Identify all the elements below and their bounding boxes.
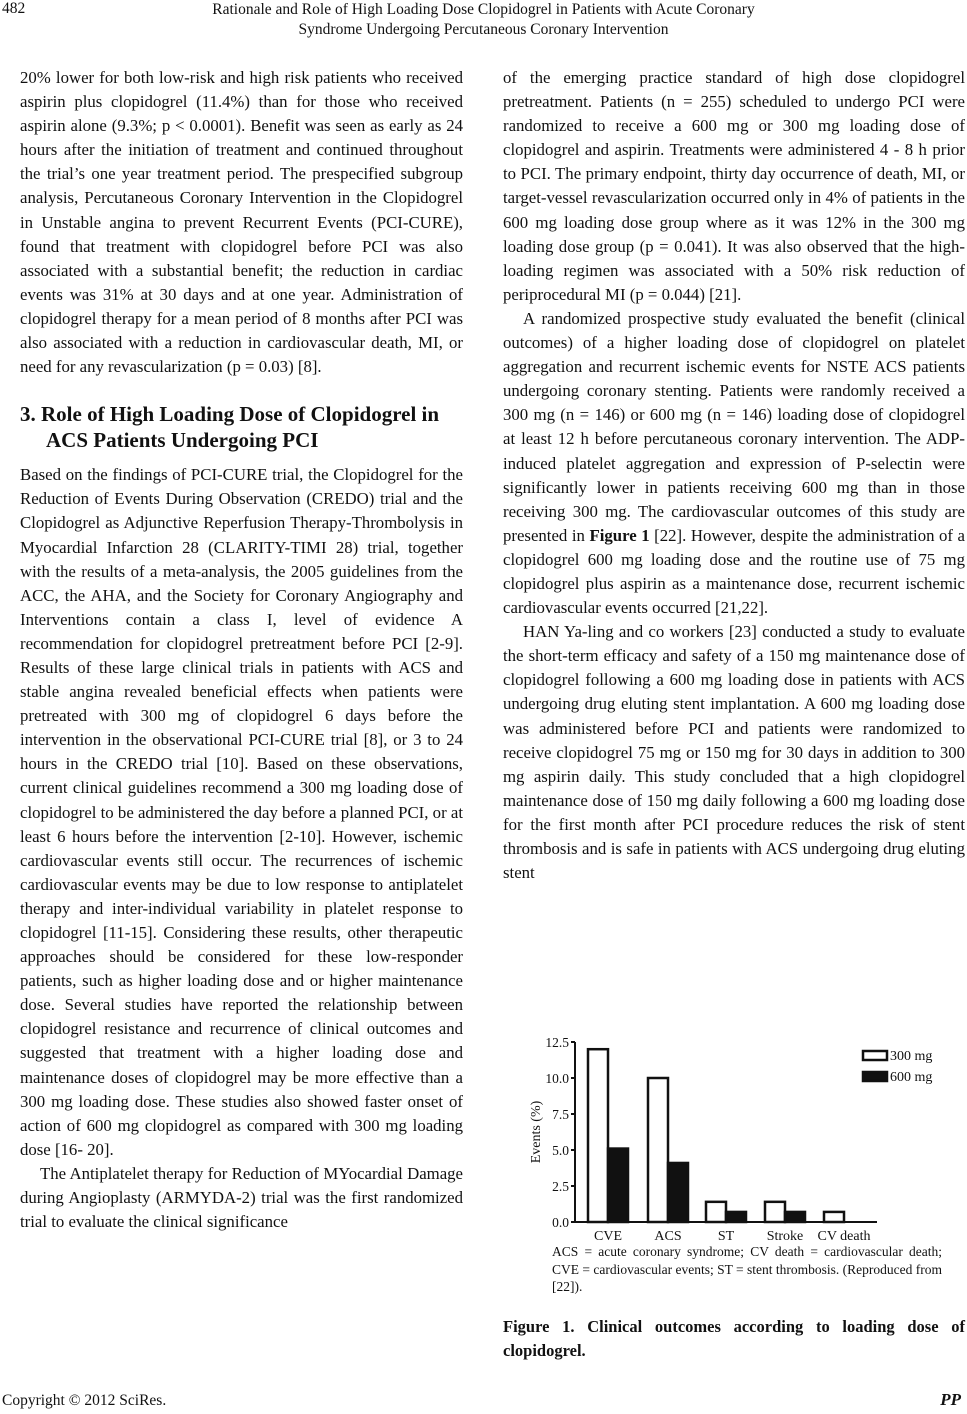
body-paragraph [503,307,965,620]
y-tick-label: 0.0 [552,1215,569,1230]
body-paragraph: of the emerging practice standard of high dose clopidogrel pretreatment. Patients (n = 255) scheduled to undergo PCI were randomized to receive a 600 mg or 300 mg loading dose of clopidogrel and aspirin. Treatments were administered 4 - 8 h prior to PCI. The primary endpoint, thirty day occurrence of death, MI, or target-vessel revascularization occurred only in 4% of patients in the 600 mg loading dose group where as it was 12% in the 300 mg loading dose group (p = 0.041). It was also observed that the high-loading regimen was associated with a 50% risk reduction of periprocedural MI (p = 0.044) [21]. [503,68,965,304]
legend-label: 600 mg [890,1070,933,1085]
y-tick-label: 5.0 [552,1143,569,1158]
bar-300-mg-stroke [765,1202,785,1222]
right-column [503,66,965,885]
figure-caption: Figure 1. Clinical outcomes according to loading dose of clopidogrel. [503,1317,965,1360]
running-title-line-1: Rationale and Role of High Loading Dose Clopidogrel in Patients with Acute Coronary [212,1,755,18]
body-text: A randomized prospective study evaluated the benefit (clinical outcomes) of a higher loading dose of clopidogrel on platelet aggregation and recurrent ischemic events for NSTE ACS patients undergoing coronary stenting. Patients were randomly received a 300 mg (n = 146) or 600 mg (n = 146) loading dose of clopidogrel at least 12 h before percutaneous coronary intervention. The ADP-induced platelet aggregation and expression of P-selectin were significantly lower in patients receiving 600 mg than in those receiving 300 mg. The cardiovascular outcomes of this study are presented in [503,308,965,545]
bar-300-mg-cv-death [824,1212,844,1222]
section-heading: 3. Role of High Loading Dose of Clopidogrel in ACS Patients Undergoing PCI [20,402,440,453]
body-paragraph: Based on the findings of PCI-CURE trial, the Clopidogrel for the Reduction of Events During Observation (CREDO) trial and the Clopidogrel as Adjunctive Reperfusion Therapy-Thrombolysis in Myocardial Infarction 28 (CLARITY-TIMI 28) trial, together with the results of a meta-analysis, the 2005 guidelines from the ACC, the AHA, and the Society for Coronary Angiography and Interventions contain a class I, level of evidence A recommendation for clopidogrel pretreatment before PCI [2-9]. Results of these large clinical trials in patients with ACS and stable angina revealed beneficial effects when patients were pretreated with 300 mg of clopidogrel 6 days before the intervention in the observational PCI-CURE trial [8], or 3 to 24 hours in the CREDO trial [10]. Based on these observations, current clinical guidelines recommend a 300 mg loading dose of clopidogrel to be administered the day before a planned PCI, or at least 6 hours before the intervention [2-10]. However, ischemic cardiovascular events still occur. The recurrences of ischemic cardiovascular events may be due to low response to antiplatelet therapy and inter-individual variability in platelet response to clopidogrel [11-15]. Considering these results, other therapeutic approaches should be considered for these low-responder patients, such as higher loading dose and or higher maintenance dose. Several studies have reported the relationship between clopidogrel resistance and recurrence of clinical outcomes and suggested that treatment with a higher loading dose and maintenance doses of clopidogrel may be more effective than a 300 mg loading dose. These studies also showed faster onset of action of 600 mg clopidogrel as compared with 300 mg loading dose [16- 20]. [20,465,463,1159]
copyright-notice: Copyright © 2012 SciRes. [2,1392,167,1409]
legend-swatch [863,1072,887,1081]
bar-600-mg-cve [608,1149,628,1222]
body-paragraph: 20% lower for both low-risk and high risk patients who received aspirin plus clopidogrel (11.4%) than for those who received aspirin alone (9.3%; p < 0.0001). Benefit was seen as early as 24 hours after the initiation of treatment and continued throughout the trial’s one year treatment period. The prespecified subgroup analysis, Percutaneous Coronary Intervention in the Clopidogrel in Unstable angina to prevent Recurrent Events (PCI-CURE), found that treatment with clopidogrel before PCI was also associated with a substantial benefit; the reduction in cardiac events was 31% at 30 days and at one year. Administration of clopidogrel therapy for a mean period of 8 months after PCI was also associated with a reduction in cardiovascular death, MI, or need for any revascularization (p = 0.03) [8]. [20,68,463,377]
page-header [0,0,967,50]
legend-swatch [863,1051,887,1060]
bar-600-mg-stroke [785,1212,805,1222]
x-category-label: Stroke [766,1229,804,1244]
y-tick-label: 10.0 [545,1071,569,1086]
bar-300-mg-st [706,1202,726,1222]
left-column [20,66,463,1234]
running-title [0,0,967,40]
y-tick-label: 2.5 [552,1179,569,1194]
body-text: [22]. However, despite the administration of a clopidogrel 600 mg loading dose and the routine use of 75 mg clopidogrel plus aspirin as a maintenance dose, recurrent ischemic cardiovascular events occurred [21,22]. [503,525,965,618]
x-category-label: ACS [654,1229,682,1244]
figure-1-bar-chart [520,1030,967,1245]
bar-600-mg-acs [668,1163,688,1222]
bar-chart-svg [520,1030,967,1245]
bar-300-mg-acs [648,1078,668,1222]
y-tick-label: 7.5 [552,1107,569,1122]
x-category-label: CV death [817,1229,871,1244]
x-category-label: ST [717,1229,735,1244]
journal-abbreviation: PP [940,1390,961,1409]
bar-600-mg-st [726,1212,746,1222]
page-number: 482 [2,0,26,17]
x-category-label: CVE [594,1229,622,1244]
bar-300-mg-cve [588,1049,608,1222]
body-paragraph: HAN Ya-ling and co workers [23] conducted a study to evaluate the short-term efficacy and safety of a 150 mg maintenance dose of clopidogrel following a 600 mg loading dose in patients with ACS undergoing drug eluting stent implantation. A 600 mg loading dose was administered before PCI and patients were randomized to receive clopidogrel 75 mg or 150 mg for 30 days in addition to 300 mg aspirin daily. This study concluded that a high clopidogrel maintenance dose of 150 mg daily following a 600 mg loading dose for the first month after PCI procedure reduces the risk of stent thrombosis and is safe in patients with ACS undergoing drug eluting stent [503,622,965,883]
body-paragraph: The Antiplatelet therapy for Reduction of MYocardial Damage during Angioplasty (ARMYDA-2) trial was the first randomized trial to evaluate the clinical significance [20,1163,463,1232]
figure-reference-link[interactable]: Figure 1 [589,525,650,545]
y-tick-label: 12.5 [545,1035,569,1050]
figure-note: ACS = acute coronary syndrome; CV death = cardiovascular death; CVE = cardiovascular events; ST = stent thrombosis. (Reproduced from [22]). [552,1244,942,1294]
legend-label: 300 mg [890,1049,933,1064]
y-axis-label: Events (%) [529,1100,544,1164]
running-title-line-2: Syndrome Undergoing Percutaneous Coronary Intervention [298,21,669,38]
